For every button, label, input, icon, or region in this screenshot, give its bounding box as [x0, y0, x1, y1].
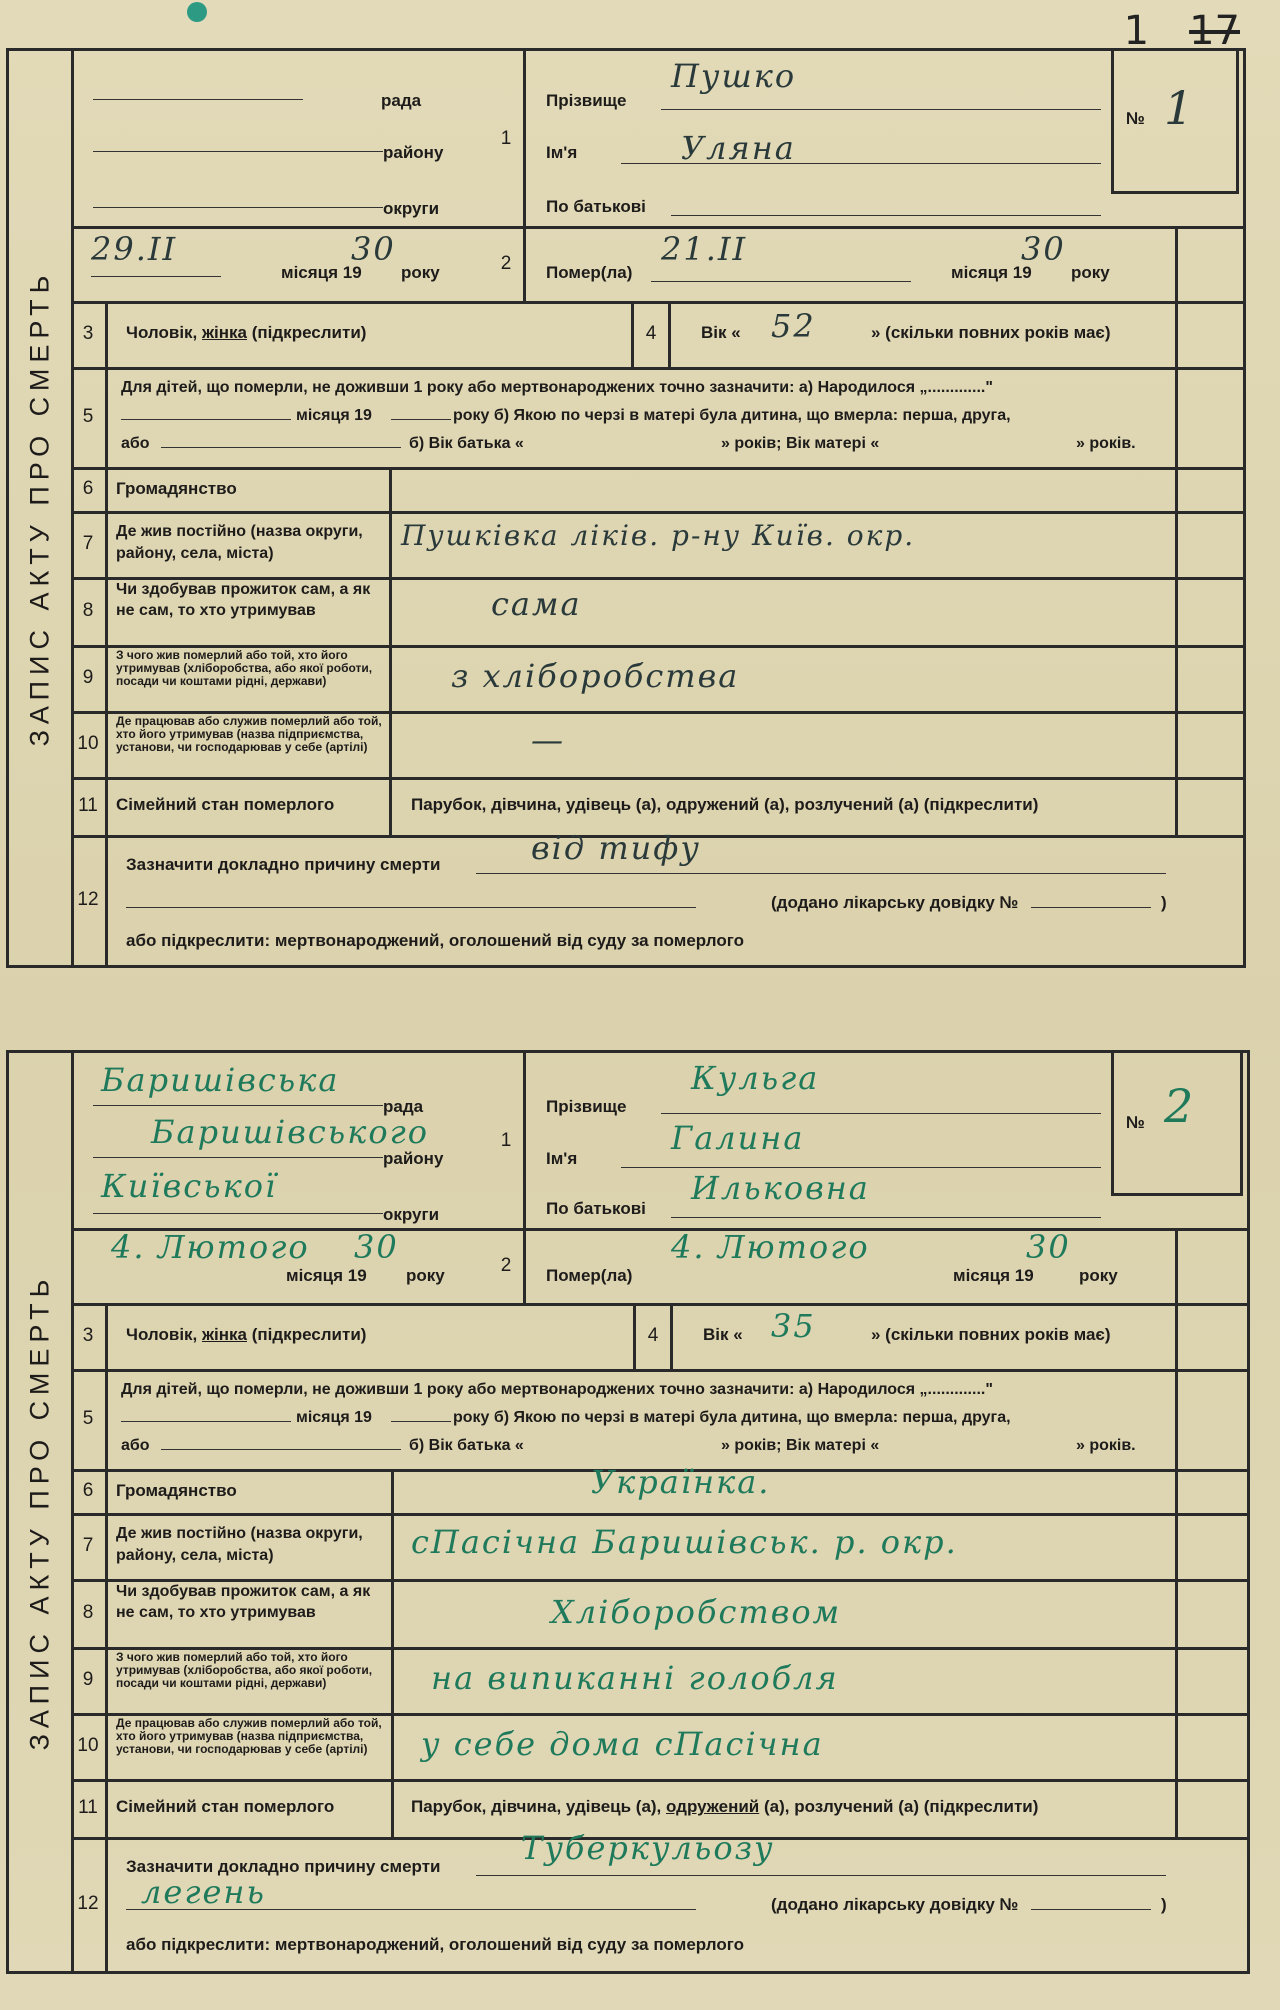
- row-number: 10: [71, 1713, 108, 1779]
- row-number: 2: [489, 226, 526, 301]
- row-number: 4: [636, 1303, 673, 1369]
- death-date: 4. Лютого: [671, 1228, 870, 1266]
- age-suffix: » (скільки повних років має): [871, 1325, 1111, 1344]
- marital-options-b: (а), розлучений (а) (підкреслити): [759, 795, 1039, 814]
- support-value: Хліборобством: [551, 1593, 842, 1631]
- year-label: року: [1079, 1266, 1118, 1285]
- marital-married: одружений: [666, 1797, 760, 1816]
- cause-label: Зазначити докладно причину смерти: [126, 1857, 441, 1876]
- row-number: 7: [71, 1513, 108, 1579]
- marital-options-a: Парубок, дівчина, удівець (а),: [411, 795, 667, 814]
- marital-options-a: Парубок, дівчина, удівець (а),: [411, 1797, 667, 1816]
- record-date: 4. Лютого: [111, 1228, 310, 1266]
- citizenship-label: Громадянство: [116, 479, 237, 498]
- row-3: [71, 1303, 1247, 1372]
- mother-age-label: » років; Вік матері «: [721, 435, 880, 452]
- residence-value: Пушківка ліків. р-ну Київ. окр.: [401, 519, 916, 552]
- death-date: 21.II: [661, 230, 748, 268]
- row-number: 5: [71, 1369, 108, 1469]
- surname-label: Прізвище: [546, 91, 627, 110]
- workplace-label: Де працював або служив померлий або той, хто його утримував (назва підприємства, установи, чи господарював у себе (артілі): [116, 714, 382, 754]
- record-number: 1: [1164, 81, 1196, 135]
- row-number: 11: [71, 1779, 108, 1837]
- cause-value: від тифу: [531, 829, 701, 867]
- support-label: Чи здобував прожиток сам, а як не сам, то хто утримував: [116, 1583, 371, 1621]
- row-3: [71, 301, 1243, 370]
- row-10: [71, 1713, 1247, 1782]
- row-9: [71, 1647, 1247, 1716]
- marital-status-options: [411, 795, 1038, 815]
- occupation-value: на випиканні голобля: [431, 1659, 839, 1697]
- sex-prefix: Чоловік,: [126, 1325, 202, 1344]
- row-number: 2: [489, 1228, 526, 1303]
- marital-status-label: Сімейний стан померлого: [116, 1797, 335, 1816]
- mother-age-label: » років; Вік матері «: [721, 1437, 880, 1454]
- row-number: 12: [71, 835, 108, 965]
- number-label: №: [1126, 1113, 1145, 1132]
- mother-age-suffix: » років.: [1076, 435, 1136, 452]
- row-number: 9: [71, 645, 108, 711]
- surname-value: Пушко: [671, 57, 797, 95]
- rada-label: рада: [381, 91, 422, 110]
- residence-value: сПасічна Баришівськ. р. окр.: [411, 1523, 958, 1561]
- row-6: [71, 1463, 1247, 1516]
- death-record-form-2: [6, 1050, 1250, 1974]
- children-line-2: року б) Якою по черзі в матері була дитина, що вмерла: перша, друга,: [453, 407, 1011, 424]
- name-label: Ім'я: [546, 143, 578, 162]
- side-title: [9, 1053, 74, 1971]
- sex-prefix: Чоловік,: [126, 323, 202, 342]
- ink-dot: [187, 2, 207, 22]
- row-6: [71, 467, 1243, 514]
- row-5: [71, 1369, 1247, 1472]
- workplace-label: Де працював або служив померлий або той, хто його утримував (назва підприємства, установи, чи господарював у себе (артілі): [116, 1716, 382, 1756]
- row-number: 8: [71, 577, 108, 645]
- patronymic-value: Ильковна: [691, 1169, 870, 1207]
- year-label: року: [406, 1266, 445, 1285]
- record-number-box: [1111, 48, 1239, 194]
- occupation-label: З чого жив померлий або той, хто його утримував (хліборобства, або якої роботи, посади чи коштами рідні, держави): [116, 1650, 373, 1690]
- sex-female: жінка: [202, 323, 248, 342]
- workplace-value: —: [531, 721, 565, 759]
- page-number: 1: [1123, 8, 1150, 54]
- row-10: [71, 711, 1243, 780]
- crossed-number: 17: [1189, 8, 1240, 54]
- certificate-close: ): [1161, 893, 1167, 912]
- row-8: [71, 1579, 1247, 1650]
- year-label: року: [401, 263, 440, 282]
- name-label: Ім'я: [546, 1149, 578, 1168]
- side-title-text: ЗАПИС АКТУ ПРО СМЕРТЬ: [24, 1273, 55, 1751]
- row-number: 1: [489, 1053, 526, 1228]
- sex-suffix: (підкреслити): [247, 1325, 367, 1344]
- month-label: місяця 19: [286, 1266, 367, 1285]
- sex-field: [126, 323, 366, 343]
- cause-value-2: легень: [141, 1873, 266, 1911]
- marital-married: одружений: [666, 795, 760, 814]
- age-suffix: » (скільки повних років має): [871, 323, 1111, 342]
- row-2: [71, 1228, 1247, 1306]
- raion-label: району: [383, 143, 444, 162]
- month-label: місяця 19: [953, 1266, 1034, 1285]
- stillborn-note: або підкреслити: мертвонароджений, оголошений від суду за померлого: [126, 1935, 744, 1954]
- record-year: 30: [354, 1228, 399, 1266]
- side-title: [9, 51, 74, 965]
- mother-age-suffix: » років.: [1076, 1437, 1136, 1454]
- occupation-label: З чого жив померлий або той, хто його утримував (хліборобства, або якої роботи, посади чи коштами рідні, держави): [116, 648, 373, 688]
- father-age-label: б) Вік батька «: [409, 1437, 524, 1454]
- sex-suffix: (підкреслити): [247, 323, 367, 342]
- marital-options-b: (а), розлучений (а) (підкреслити): [759, 1797, 1039, 1816]
- cause-value: Туберкульозу: [521, 1829, 775, 1867]
- cause-label: Зазначити докладно причину смерти: [126, 855, 441, 874]
- children-or: або: [121, 1437, 150, 1454]
- children-line-1: Для дітей, що померли, не доживши 1 року або мертвонароджених точно зазначити: а) Народилося „.............": [121, 379, 993, 396]
- row-number: 7: [71, 511, 108, 577]
- citizenship-value: Українка.: [591, 1463, 771, 1501]
- marital-status-options: [411, 1797, 1038, 1817]
- row-number: 4: [634, 301, 671, 367]
- support-value: сама: [491, 585, 582, 623]
- age-value: 35: [771, 1307, 816, 1345]
- death-record-form-1: [6, 48, 1246, 968]
- okruha-value: Київської: [101, 1167, 278, 1205]
- citizenship-label: Громадянство: [116, 1481, 237, 1500]
- residence-label: Де жив постійно (назва округи, району, села, міста): [116, 1525, 363, 1564]
- certificate-label: (додано лікарську довідку №: [771, 1895, 1019, 1914]
- row-5: [71, 367, 1243, 470]
- row-number: 12: [71, 1837, 108, 1971]
- side-title-text: ЗАПИС АКТУ ПРО СМЕРТЬ: [24, 269, 55, 747]
- age-label: Вік «: [703, 1325, 743, 1344]
- record-year: 30: [351, 230, 396, 268]
- patronymic-label: По батькові: [546, 1199, 646, 1218]
- residence-label: Де жив постійно (назва округи, району, села, міста): [116, 523, 363, 562]
- row-8: [71, 577, 1243, 648]
- rada-label: рада: [383, 1097, 424, 1116]
- row-7: [71, 1513, 1247, 1582]
- sex-female: жінка: [202, 1325, 248, 1344]
- children-or: або: [121, 435, 150, 452]
- occupation-value: з хліборобства: [451, 657, 740, 695]
- surname-value: Кульга: [691, 1059, 820, 1097]
- age-label: Вік «: [701, 323, 741, 342]
- certificate-label: (додано лікарську довідку №: [771, 893, 1019, 912]
- row-1: [71, 51, 1243, 229]
- row-number: 10: [71, 711, 108, 777]
- stillborn-note: або підкреслити: мертвонароджений, оголошений від суду за померлого: [126, 931, 744, 950]
- rada-value: Баришівська: [101, 1061, 340, 1099]
- name-value: Уляна: [681, 129, 796, 167]
- row-7: [71, 511, 1243, 580]
- name-value: Галина: [671, 1119, 805, 1157]
- number-label: №: [1126, 109, 1145, 128]
- row-number: 6: [71, 1469, 108, 1513]
- died-label: Помер(ла): [546, 263, 633, 282]
- row-1: [71, 1053, 1247, 1231]
- record-date: 29.II: [91, 230, 178, 268]
- row-9: [71, 645, 1243, 714]
- patronymic-label: По батькові: [546, 197, 646, 216]
- record-number: 2: [1164, 1079, 1196, 1133]
- row-number: 11: [71, 777, 108, 835]
- row-number: 1: [489, 51, 526, 226]
- surname-label: Прізвище: [546, 1097, 627, 1116]
- certificate-close: ): [1161, 1895, 1167, 1914]
- row-number: 3: [71, 1303, 108, 1369]
- row-number: 6: [71, 467, 108, 511]
- raion-label: району: [383, 1149, 444, 1168]
- children-month: місяця 19: [296, 1409, 372, 1426]
- row-number: 5: [71, 367, 108, 467]
- row-number: 9: [71, 1647, 108, 1713]
- children-line-2: року б) Якою по черзі в матері була дитина, що вмерла: перша, друга,: [453, 1409, 1011, 1426]
- workplace-value: у себе дома сПасічна: [421, 1725, 824, 1763]
- month-label: місяця 19: [281, 263, 362, 282]
- father-age-label: б) Вік батька «: [409, 435, 524, 452]
- children-line-1: Для дітей, що померли, не доживши 1 року або мертвонароджених точно зазначити: а) Народилося „.............": [121, 1381, 993, 1398]
- raion-value: Баришівського: [151, 1113, 430, 1151]
- okruha-label: округи: [383, 1205, 440, 1224]
- death-year: 30: [1021, 230, 1066, 268]
- age-value: 52: [771, 307, 816, 345]
- month-label: місяця 19: [951, 263, 1032, 282]
- row-12: [71, 1829, 1247, 1971]
- sex-field: [126, 1325, 366, 1345]
- died-label: Помер(ла): [546, 1266, 633, 1285]
- marital-status-label: Сімейний стан померлого: [116, 795, 335, 814]
- okruha-label: округи: [383, 199, 440, 218]
- row-number: 8: [71, 1579, 108, 1647]
- year-label: року: [1071, 263, 1110, 282]
- row-number: 3: [71, 301, 108, 367]
- row-2: [71, 226, 1243, 304]
- record-number-box: [1111, 1050, 1243, 1196]
- support-label: Чи здобував прожиток сам, а як не сам, то хто утримував: [116, 581, 371, 619]
- death-year: 30: [1026, 1228, 1071, 1266]
- row-12: [71, 829, 1243, 965]
- children-month: місяця 19: [296, 407, 372, 424]
